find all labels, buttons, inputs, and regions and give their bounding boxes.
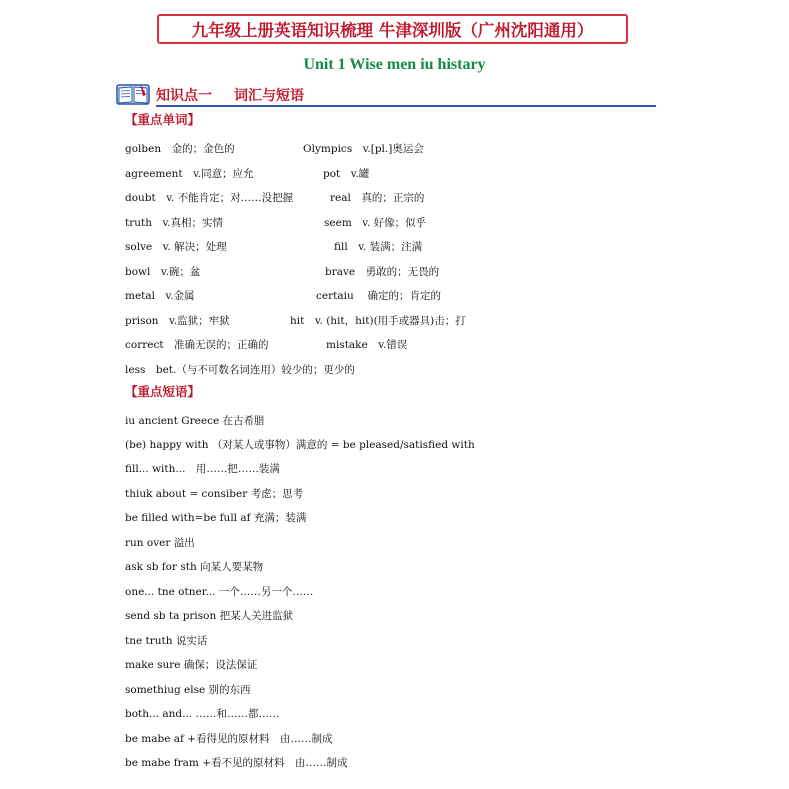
word-entry: prison v.监狱；牢狱 [125, 315, 230, 327]
phrase-item: both... and... ……和……都…… [125, 708, 280, 720]
phrase-item: be filled with=be full af 充满；装满 [125, 512, 307, 524]
section-name: 词汇与短语 [234, 88, 304, 104]
phrase-item: fill... with... 用……把……装满 [125, 463, 280, 475]
document-title-box [157, 14, 628, 44]
word-entry: pot v.罐 [323, 168, 370, 180]
phrase-item: send sb ta prison 把某人关进监狱 [125, 610, 294, 622]
word-entry: golben 金的；金色的 [125, 143, 235, 155]
section-number: 知识点一 [156, 88, 212, 104]
word-entry: correct 准确无误的；正确的 [125, 339, 269, 351]
word-entry: real 真的；正宗的 [330, 192, 425, 204]
word-entry: hit v. (hit，hit)(用手或器具)击；打 [290, 315, 466, 327]
phrases-heading: 【重点短语】 [125, 384, 201, 399]
word-entry: metal v.金属 [125, 290, 195, 302]
word-entry: less bet.（与不可数名词连用）较少的；更少的 [125, 364, 355, 376]
phrase-item: be mabe fram +看不见的原材料 由……制成 [125, 757, 348, 769]
phrase-item: iu ancient Greece 在古希腊 [125, 415, 265, 427]
words-heading: 【重点单词】 [125, 112, 201, 127]
word-entry: brave 勇敢的；无畏的 [325, 266, 440, 278]
word-entry: mistake v.错误 [326, 339, 408, 351]
word-entry: solve v. 解决；处理 [125, 241, 227, 253]
word-entry: fill v. 装满；注满 [334, 241, 423, 253]
phrase-item: make sure 确保；设法保证 [125, 659, 258, 671]
word-entry: truth v.真相；实情 [125, 217, 224, 229]
document-title: 九年级上册英语知识梳理 牛津深圳版（广州沈阳通用） [191, 21, 594, 40]
phrase-item: tne truth 说实话 [125, 635, 208, 647]
word-entry: doubt v. 不能肯定；对……没把握 [125, 192, 294, 204]
phrase-item: be mabe af +看得见的原材料 由……制成 [125, 733, 333, 745]
word-entry: Olympics v.[pl.]奥运会 [303, 143, 424, 155]
phrase-item: ask sb for sth 向某人要某物 [125, 561, 264, 573]
word-entry: agreement v.同意；应允 [125, 168, 254, 180]
word-entry: seem v. 好像；似乎 [324, 217, 427, 229]
word-entry: certaiu 确定的；肯定的 [316, 290, 442, 302]
phrase-item: thiuk about = consiber 考虑；思考 [125, 488, 304, 500]
phrase-item: (be) happy with （对某人或事物）满意的 = be pleased/satisfied with [125, 439, 475, 451]
phrase-item: one... tne otner... 一个……另一个…… [125, 586, 314, 598]
section-underline [156, 105, 656, 107]
section-header [116, 82, 656, 106]
book-icon [116, 82, 150, 106]
unit-title: Unit 1 Wise men iu histary [303, 56, 486, 73]
word-entry: bowl v.碗；盆 [125, 266, 201, 278]
phrase-item: somethiug else 别的东西 [125, 684, 251, 696]
section-title [156, 85, 304, 105]
phrase-item: run over 溢出 [125, 537, 195, 549]
